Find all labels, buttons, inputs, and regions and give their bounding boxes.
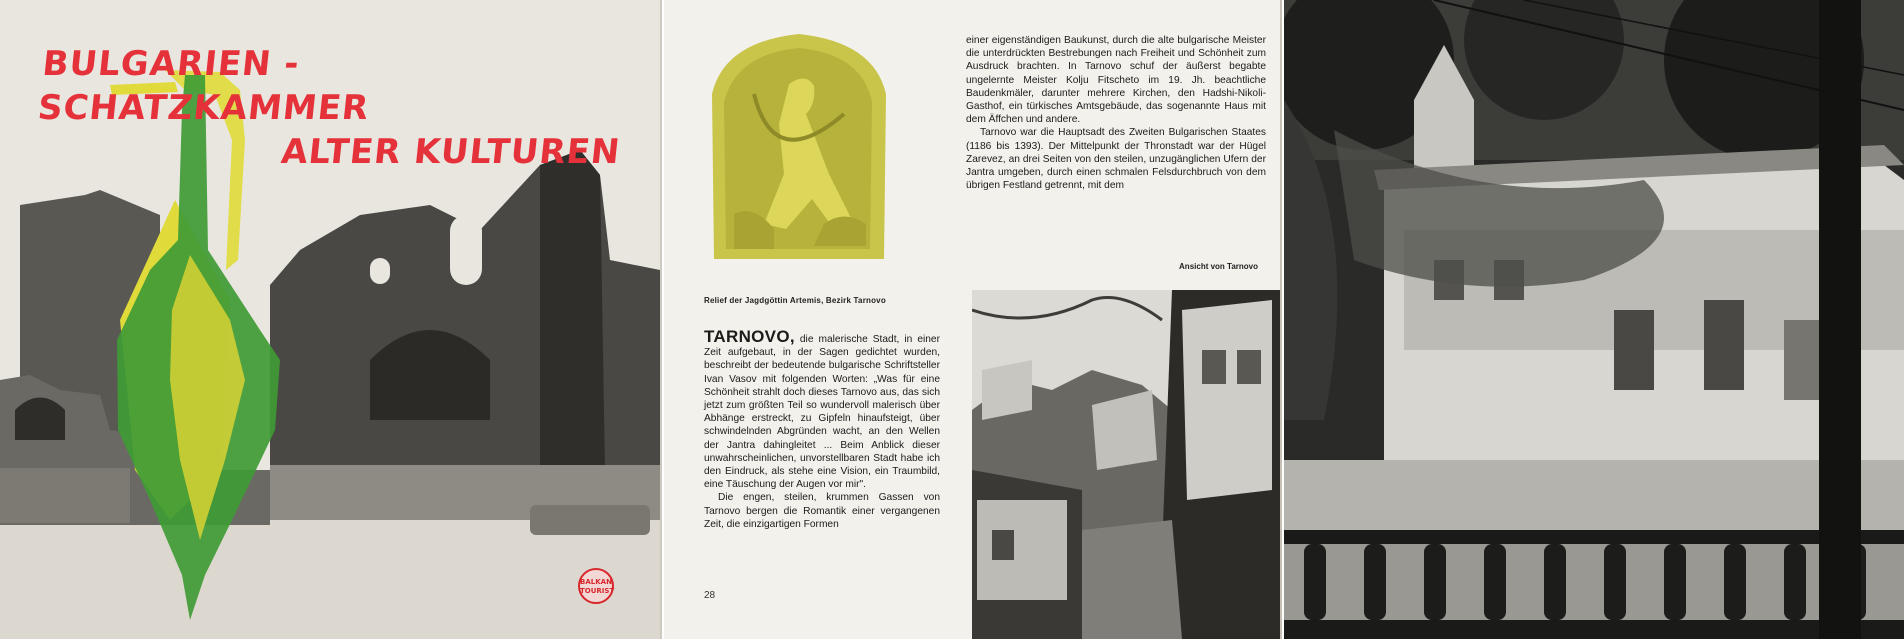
cover-title: [31, 42, 645, 174]
paragraph: Die engen, steilen, krummen Gassen von Tarnovo bergen die Romantik einer vergangenen Zeit, die einzigartigen Formen: [704, 492, 940, 530]
paragraph: die malerische Stadt, in einer Zeit aufgebaut, in der Sagen gedichtet wurden, beschreibt der bedeutende bulgarische Schriftsteller Ivan Vasov mit folgenden Worten: „Was für eine Schönheit strahlt doch dieses Tarnovo aus, das sich jetzt zum größten Teil so wundervoll malerisch über Abhänge erstreckt, zu Gipfeln hinaufsteigt, über schwindelnden Abgründen wacht, an den Wellen der Jantra dahingleitet ... Beim Anblick dieser unwahrscheinlichen, unvorstellbaren Stadt habe ich den Eindruck, als stehe eine Vision, ein Traumbild, eine Täuschung der Augen vor mir".: [704, 334, 940, 491]
paragraph: einer eigenständigen Baukunst, durch die alte bulgarische Meister die unterdrückten Bestrebungen nach Freiheit und Schönheit zum Ausdruck brachten. In Tarnovo schuf der äußerst begabte ungelernte Meister Kolju Fitscheto im 19. Jh. beachtliche Baudenkmäler, darunter mehrere Kirchen, den Hadshi-Nikoli-Gasthof, ein türkisches Amtsgebäude, das sogenannte Haus mit dem Äffchen und andere.: [966, 35, 1266, 126]
cover-title-line2: ALTER KULTUREN: [279, 132, 623, 172]
artemis-relief-image: [694, 24, 904, 274]
photo-caption: Ansicht von Tarnovo: [1179, 262, 1258, 271]
brochure-cover: [0, 0, 662, 639]
page-number: 28: [704, 590, 716, 601]
left-text-column: [704, 327, 940, 531]
article-heading: TARNOVO,: [704, 327, 795, 346]
publisher-logo: BALKAN TOURIST: [578, 568, 614, 604]
paragraph: Tarnovo war die Hauptsadt des Zweiten Bulgarischen Staates (1186 bis 1393). Der Mittelpunkt der Thronstadt war der Hügel Zarevez, an drei Seiten von den steilen, unzugänglichen Ufern der Jantra umgeben, durch einen schmalen Felsdurchbruch von dem übrigen Festland getrennt, mit dem: [966, 127, 1266, 192]
tarnovo-street-photo: [972, 290, 1282, 639]
cover-title-line1: BULGARIEN - SCHATZKAMMER: [35, 44, 372, 128]
text-page: [664, 0, 1282, 639]
relief-caption: Relief der Jagdgöttin Artemis, Bezirk Tarnovo: [704, 296, 886, 305]
right-text-column: [966, 34, 1266, 192]
monastery-photo: [1284, 0, 1904, 639]
monastery-photo-page: [1284, 0, 1904, 639]
